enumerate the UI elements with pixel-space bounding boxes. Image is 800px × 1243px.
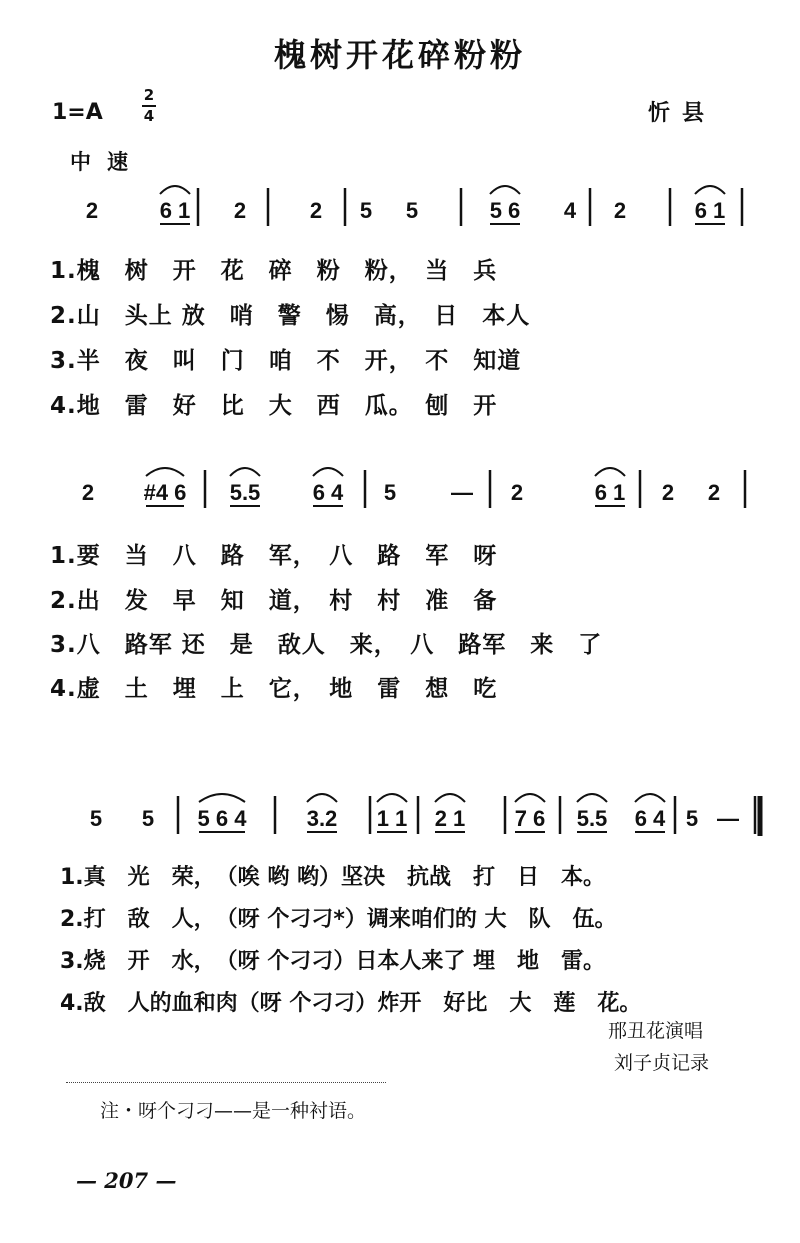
note-group: 2 xyxy=(661,480,675,505)
lyric-line: 3.烧 开 水， （呀 个刁刁）日本人来了 埋 地 雷。 xyxy=(60,949,605,974)
tempo-marking: 中速 xyxy=(70,150,144,174)
slur-mark xyxy=(230,468,260,476)
note-group: — xyxy=(717,806,739,831)
footnote: 注・呀个刁刁——是一种衬语。 xyxy=(100,1100,367,1122)
lyric-line: 3.半 夜 叫 门 咱 不 开， 不 知道 xyxy=(50,348,522,374)
slur-mark xyxy=(307,794,337,802)
note-group: 5 xyxy=(405,198,419,223)
meter-top: 2 xyxy=(143,86,155,104)
note-group: 6 1 xyxy=(159,198,191,223)
lyric-line: 4.虚 土 埋 上 它， 地 雷 想 吃 xyxy=(50,676,498,702)
note-group: 4 xyxy=(563,198,577,223)
footnote-divider xyxy=(66,1082,386,1083)
note-group: 5 xyxy=(685,806,699,831)
recorder-credit: 刘子贞记录 xyxy=(614,1052,710,1074)
note-group: 2 xyxy=(510,480,524,505)
lyric-line: 4.地 雷 好 比 大 西 瓜。 刨 开 xyxy=(50,393,498,419)
singer-credit: 邢丑花演唱 xyxy=(608,1020,704,1042)
note-group: 5 xyxy=(383,480,397,505)
lyric-line: 4.敌 人的血和肉（呀 个刁刁）炸开 好比 大 莲 花。 xyxy=(60,991,642,1016)
lyric-line: 2.打 敌 人， （呀 个刁刁*）调来咱们的 大 队 伍。 xyxy=(60,907,617,932)
slur-mark xyxy=(377,794,407,802)
slur-mark xyxy=(435,794,465,802)
note-group: 2 xyxy=(85,198,99,223)
note-group: 5.5 xyxy=(576,806,608,831)
note-group: 5 xyxy=(89,806,103,831)
note-group: 6 1 xyxy=(694,198,726,223)
note-group: 3.2 xyxy=(306,806,338,831)
note-group: 2 xyxy=(707,480,721,505)
page-number: — 207 — xyxy=(76,1168,177,1193)
slur-mark xyxy=(695,186,725,194)
song-title: 槐树开花碎粉粉 xyxy=(273,36,526,74)
note-group: 2 xyxy=(309,198,323,223)
slur-mark xyxy=(313,468,343,476)
note-group: 5 6 xyxy=(489,198,521,223)
lyric-line: 1.槐 树 开 花 碎 粉 粉， 当 兵 xyxy=(50,258,498,284)
lyric-line: 1.真 光 荣， （唉 哟 哟）坚决 抗战 打 日 本。 xyxy=(60,865,605,890)
slur-mark xyxy=(595,468,625,476)
slur-mark xyxy=(577,794,607,802)
note-group: 2 xyxy=(613,198,627,223)
note-group: — xyxy=(451,480,473,505)
slur-mark xyxy=(199,794,245,802)
slur-mark xyxy=(146,468,184,476)
slur-mark xyxy=(160,186,190,194)
meter-bottom: 4 xyxy=(143,107,155,125)
note-group: #4 6 xyxy=(143,480,187,505)
slur-mark xyxy=(490,186,520,194)
note-group: 6 4 xyxy=(634,806,666,831)
note-group: 5 xyxy=(141,806,155,831)
lyric-line: 3.八 路军 还 是 敌人 来， 八 路军 来 了 xyxy=(50,632,603,658)
note-group: 2 xyxy=(233,198,247,223)
note-group: 6 4 xyxy=(312,480,344,505)
note-group: 1 1 xyxy=(376,806,408,831)
note-group: 2 1 xyxy=(434,806,466,831)
note-group: 7 6 xyxy=(514,806,546,831)
note-group: 5 xyxy=(359,198,373,223)
note-group: 5.5 xyxy=(229,480,261,505)
lyric-line: 2.出 发 早 知 道， 村 村 准 备 xyxy=(50,588,498,614)
slur-mark xyxy=(635,794,665,802)
key-signature: 1=A xyxy=(52,100,103,125)
lyric-line: 2.山 头上 放 哨 警 惕 高， 日 本人 xyxy=(50,303,531,329)
lyric-line: 1.要 当 八 路 军， 八 路 军 呀 xyxy=(50,543,498,569)
note-group: 5 6 4 xyxy=(197,806,247,831)
slur-mark xyxy=(515,794,545,802)
note-group: 6 1 xyxy=(594,480,626,505)
note-group: 2 xyxy=(81,480,95,505)
song-origin: 忻县 xyxy=(648,101,717,126)
